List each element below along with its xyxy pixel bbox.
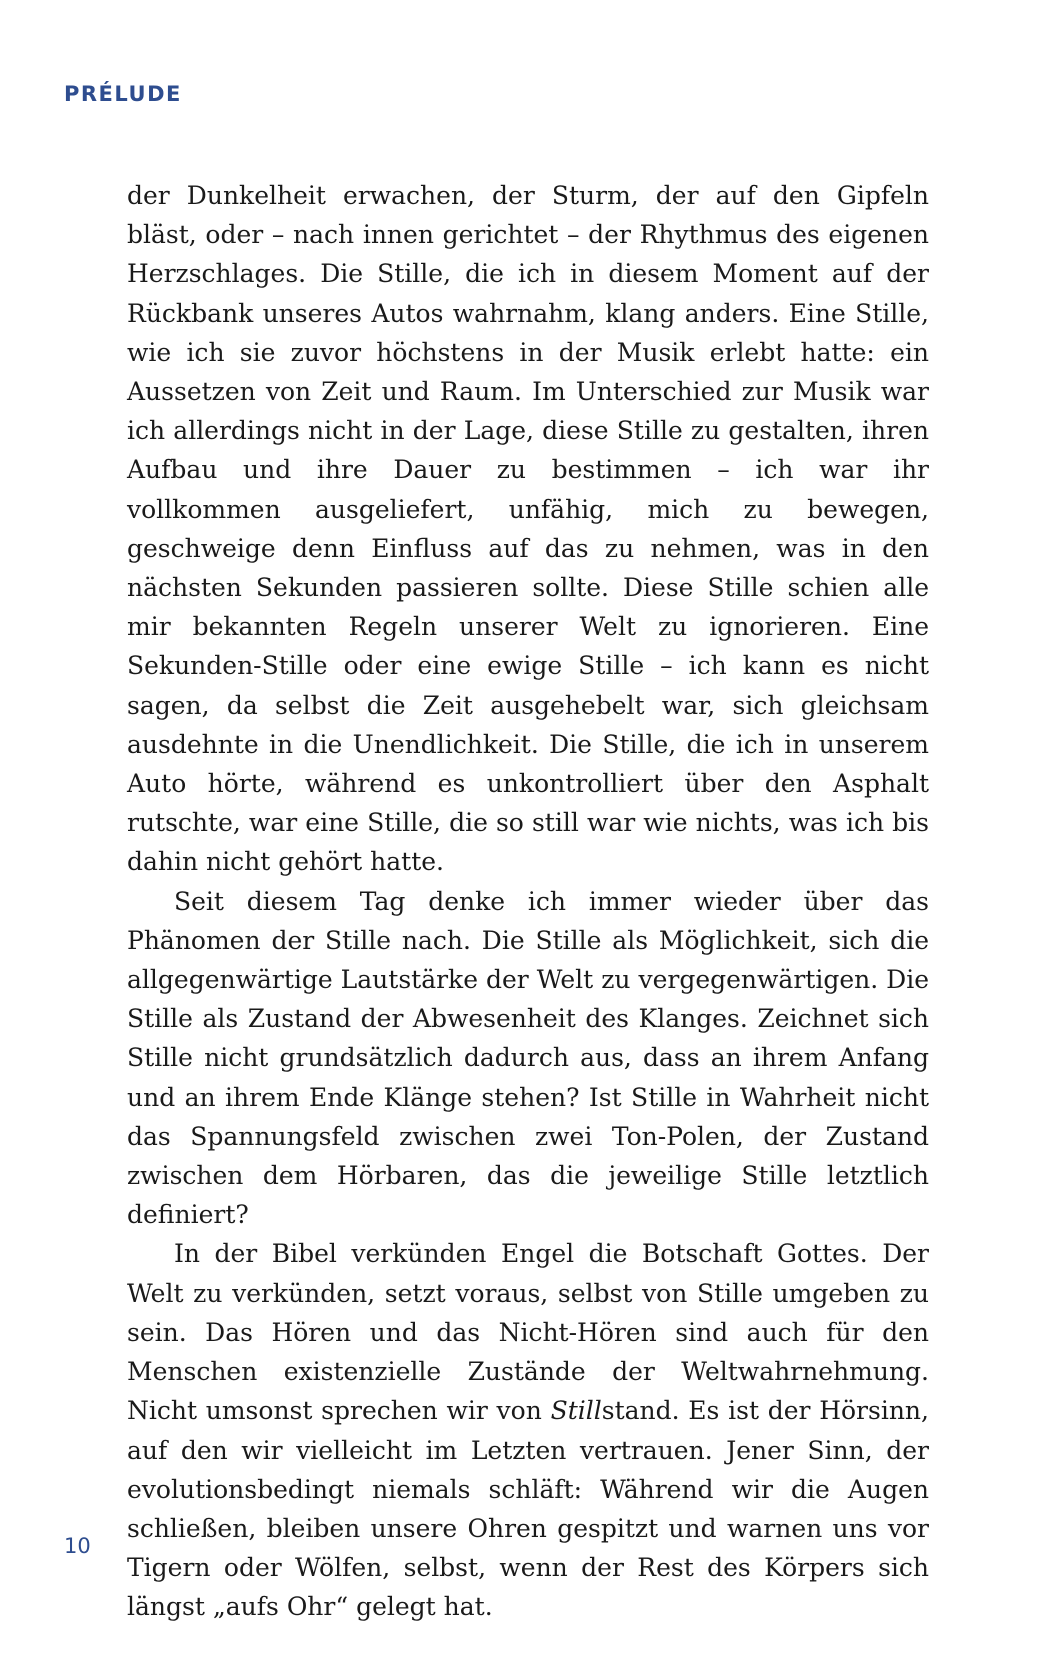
paragraph-3-text-start: In der Bibel verkünden Engel die Botschaft Gottes. Der Welt zu verkünden, setzt voraus, selbst von Stille umgeben zu sein. Das Hören und das Nicht-Hören sind auch für den Menschen existenzielle Zustände der Weltwahrnehmung. Nicht umsonst sprechen wir von bbox=[127, 1239, 929, 1426]
running-head: PRÉLUDE bbox=[64, 82, 182, 106]
body-text bbox=[127, 176, 929, 1627]
paragraph-3-text-end: stand. Es ist der Hörsinn, auf den wir vielleicht im Letzten vertrauen. Jener Sinn, der evolutionsbedingt niemals schläft: Während wir die Augen schließen, bleiben unsere Ohren gespitzt und warnen uns vor Tigern oder Wölfen, selbst, wenn der Rest des Körpers sich längst „aufs Ohr“ gelegt hat. bbox=[127, 1396, 929, 1622]
paragraph-2: Seit diesem Tag denke ich immer wieder über das Phänomen der Stille nach. Die Stille als Möglichkeit, sich die allgegenwärtige Lautstärke der Welt zu vergegenwärtigen. Die Stille als Zustand der Abwesenheit des Klanges. Zeichnet sich Stille nicht grundsätzlich dadurch aus, dass an ihrem Anfang und an ihrem Ende Klänge stehen? Ist Stille in Wahrheit nicht das Spannungsfeld zwischen zwei Ton-Polen, der Zustand zwischen dem Hörbaren, das die jeweilige Stille letztlich definiert? bbox=[127, 886, 929, 1230]
italic-emphasis: Still bbox=[550, 1396, 602, 1426]
page-number: 10 bbox=[64, 1534, 91, 1558]
paragraph-1: der Dunkelheit erwachen, der Sturm, der auf den Gipfeln bläst, oder – nach innen gerichtet – der Rhythmus des eigenen Herzschlages. Die Stille, die ich in diesem Moment auf der Rückbank unseres Autos wahrnahm, klang anders. Eine Stille, wie ich sie zuvor höchstens in der Musik erlebt hatte: ein Aussetzen von Zeit und Raum. Im Unterschied zur Musik war ich allerdings nicht in der Lage, diese Stille zu gestalten, ihren Aufbau und ihre Dauer zu bestimmen – ich war ihr vollkommen ausgeliefert, unfähig, mich zu bewegen, geschweige denn Einfluss auf das zu nehmen, was in den nächsten Sekunden passieren sollte. Diese Stille schien alle mir bekannten Regeln unserer Welt zu ignorieren. Eine Sekunden-Stille oder eine ewige Stille – ich kann es nicht sagen, da selbst die Zeit ausgehebelt war, sich gleichsam ausdehnte in die Unendlichkeit. Die Stille, die ich in unserem Auto hörte, während es unkontrolliert über den Asphalt rutschte, war eine Stille, die so still war wie nichts, was ich bis dahin nicht gehört hatte. bbox=[127, 181, 929, 877]
paragraph-3 bbox=[127, 1234, 929, 1626]
